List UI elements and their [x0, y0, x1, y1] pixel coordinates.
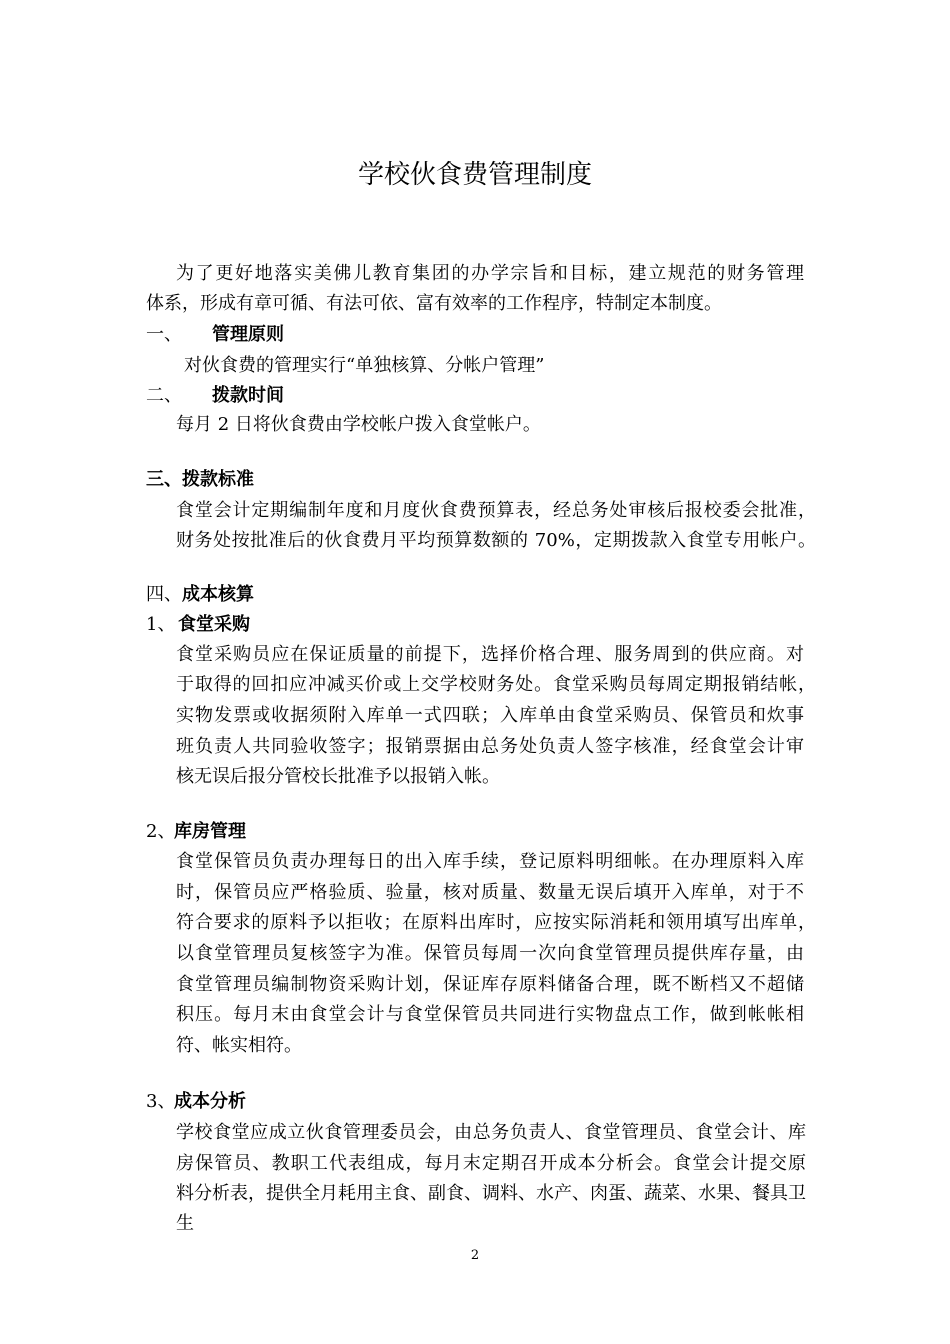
- section-2-body: 每月 2 日将伙食费由学校帐户拨入食堂帐户。: [176, 414, 541, 435]
- subsection-3-number: 3、: [146, 1091, 176, 1112]
- section-4-title: 成本核算: [182, 584, 254, 605]
- subsection-1-heading: [146, 610, 250, 640]
- subsection-2-title: 库房管理: [174, 821, 246, 842]
- subsection-1-body-line-4: 班负责人共同验收签字；报销票据由总务处负责人签字核准，经食堂会计审: [176, 736, 804, 757]
- subsection-2-heading: [146, 817, 246, 847]
- section-4-heading: [146, 580, 254, 610]
- section-3-body-line-2: 财务处按批准后的伙食费月平均预算数额的 70%，定期拨款入食堂专用帐户。: [176, 530, 816, 551]
- page-number: 2: [470, 1248, 480, 1263]
- section-2-number: 二、: [146, 385, 182, 406]
- section-3-body-line-1: 食堂会计定期编制年度和月度伙食费预算表，经总务处审核后报校委会批准，: [176, 500, 816, 521]
- section-3-heading: 三、拨款标准: [146, 469, 254, 490]
- subsection-2-body-line-4: 以食堂管理员复核签字为准。保管员每周一次向食堂管理员提供库存量，由: [176, 943, 804, 964]
- subsection-1-body-line-3: 实物发票或收据须附入库单一式四联；入库单由食堂采购员、保管员和炊事: [176, 705, 804, 726]
- section-1-title: 管理原则: [212, 324, 284, 345]
- subsection-3-body-line-1: 学校食堂应成立伙食管理委员会，由总务负责人、食堂管理员、食堂会计、库: [176, 1122, 806, 1143]
- section-2-title: 拨款时间: [212, 385, 284, 406]
- intro-line-2: 体系，形成有章可循、有法可依、富有效率的工作程序，特制定本制度。: [146, 293, 722, 314]
- subsection-2-body-line-1: 食堂保管员负责办理每日的出入库手续，登记原料明细帐。在办理原料入库: [176, 851, 804, 872]
- subsection-3-heading: [146, 1087, 246, 1117]
- subsection-3-body-line-3: 料分析表，提供全月耗用主食、副食、调料、水产、肉蛋、蔬菜、水果、餐具卫生: [176, 1183, 806, 1234]
- section-1-body: 对伙食费的管理实行“单独核算、分帐户管理”: [184, 355, 545, 376]
- subsection-2-body-line-2: 时，保管员应严格验质、验量，核对质量、数量无误后填开入库单，对于不: [176, 882, 804, 903]
- subsection-1-body-line-2: 于取得的回扣应冲减买价或上交学校财务处。食堂采购员每周定期报销结帐，: [176, 674, 816, 695]
- subsection-1-body-line-5: 核无误后报分管校长批准予以报销入帐。: [176, 766, 500, 787]
- subsection-2-body-line-6: 积压。每月末由食堂会计与食堂保管员共同进行实物盘点工作，做到帐帐相: [176, 1004, 804, 1025]
- subsection-2-body-line-5: 食堂管理员编制物资采购计划，保证库存原料储备合理，既不断档又不超储: [176, 974, 804, 995]
- subsection-1-body-line-1: 食堂采购员应在保证质量的前提下，选择价格合理、服务周到的供应商。对: [176, 644, 804, 665]
- subsection-2-body-line-3: 符合要求的原料予以拒收；在原料出库时，应按实际消耗和领用填写出库单，: [176, 912, 816, 933]
- subsection-3-body-line-2: 房保管员、教职工代表组成，每月末定期召开成本分析会。食堂会计提交原: [176, 1153, 806, 1174]
- section-1-heading: [146, 320, 284, 350]
- subsection-3-title: 成本分析: [174, 1091, 246, 1112]
- subsection-1-number: 1、: [146, 614, 176, 635]
- intro-line-1: 为了更好地落实美佛儿教育集团的办学宗旨和目标，建立规范的财务管理: [176, 263, 804, 284]
- document-title: 学校伙食费管理制度: [357, 160, 592, 190]
- section-2-heading: [146, 381, 284, 411]
- subsection-1-title: 食堂采购: [178, 614, 250, 635]
- section-1-number: 一、: [146, 324, 182, 345]
- section-4-number: 四、: [146, 584, 182, 605]
- subsection-2-number: 2、: [146, 821, 176, 842]
- subsection-2-body-line-7: 符、帐实相符。: [176, 1035, 302, 1056]
